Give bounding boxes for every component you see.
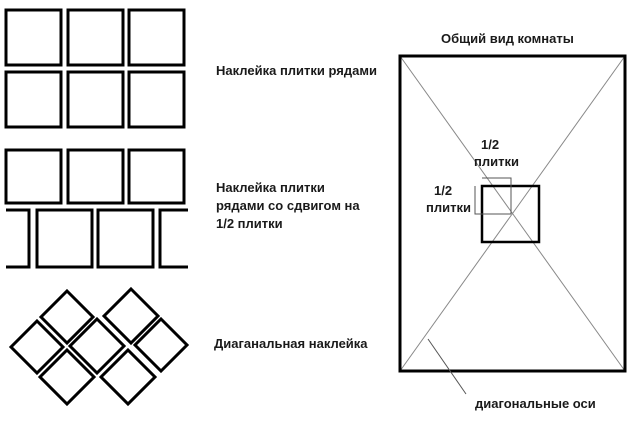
half-top-num: 1/2 — [481, 137, 500, 152]
label-diagonal: Диаганальная наклейка — [214, 336, 368, 351]
tile — [68, 150, 123, 203]
axes-leader-line — [428, 339, 466, 394]
half-tile-markers — [475, 178, 511, 214]
tile — [68, 72, 123, 127]
tile — [11, 321, 63, 373]
tile — [41, 291, 93, 343]
tile — [6, 10, 61, 65]
tile — [37, 210, 92, 267]
tile — [129, 72, 184, 127]
tile — [68, 10, 123, 65]
tile — [40, 350, 94, 404]
tile-grid-straight-rows — [6, 10, 184, 127]
label-offset-line2: рядами со сдвигом на — [216, 198, 360, 213]
marker-top — [482, 178, 511, 214]
tile-grid-offset-rows — [6, 150, 188, 267]
tile — [129, 150, 184, 203]
tile — [98, 210, 153, 267]
marker-left — [475, 186, 511, 214]
label-axes: диагональные оси — [475, 396, 596, 411]
tile-grid-diagonal — [11, 289, 187, 404]
label-offset-line3: 1/2 плитки — [216, 216, 283, 231]
tile-half — [6, 210, 29, 267]
room-title: Общий вид комнаты — [441, 31, 574, 46]
label-offset-line1: Наклейка плитки — [216, 180, 325, 195]
tile — [6, 72, 61, 127]
tile — [6, 150, 61, 203]
half-left-word: плитки — [426, 200, 471, 215]
half-top-word: плитки — [474, 154, 519, 169]
tile — [129, 10, 184, 65]
label-straight-rows: Наклейка плитки рядами — [216, 63, 377, 78]
half-left-num: 1/2 — [434, 183, 453, 198]
tile-half — [160, 210, 188, 267]
